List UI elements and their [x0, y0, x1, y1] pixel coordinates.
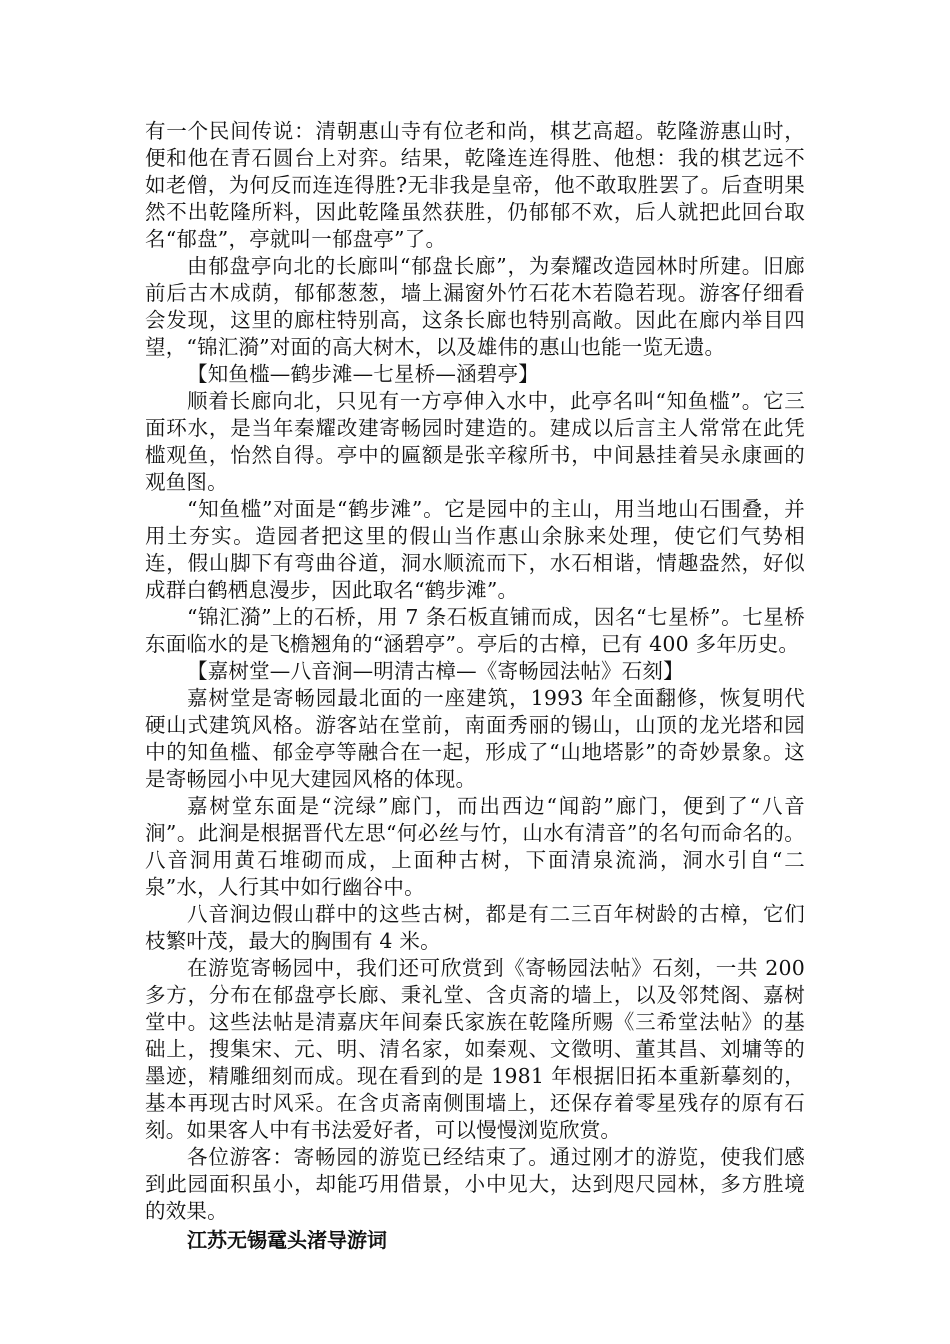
paragraph-zhiyukan: 顺着长廊向北，只见有一方亭伸入水中，此亭名叫“知鱼槛”。它三面环水，是当年秦耀改建寄畅园时建造的。建成以后言主人常常在此凭槛观鱼，怡然自得。亭中的匾额是张辛稼所书，中间悬挂着吴永康画的观鱼图。	[145, 389, 805, 494]
paragraph-qixingqiao: “锦汇漪”上的石桥，用 7 条石板直铺而成，因名“七星桥”。七星桥东面临水的是飞檐翘角的“涵碧亭”。亭后的古樟，已有 400 多年历史。	[145, 605, 805, 656]
paragraph-hebutan: “知鱼槛”对面是“鹤步滩”。它是园中的主山，用当地山石围叠，并用土夯实。造园者把这里的假山当作惠山余脉来处理，使它们气势相连，假山脚下有弯曲谷道，洞水顺流而下，水石相谐，情趣盎然，好似成群白鹤栖息漫步，因此取名“鹤步滩”。	[145, 497, 805, 602]
paragraph-jiashutang: 嘉树堂是寄畅园最北面的一座建筑，1993 年全面翻修，恢复明代硬山式建筑风格。游客站在堂前，南面秀丽的锡山，山顶的龙光塔和园中的知鱼槛、郁金亭等融合在一起，形成了“山地塔影”的奇妙景象。这是寄畅园小中见大建园风格的体现。	[145, 686, 805, 791]
section-heading-zhiyukan: 【知鱼槛—鹤步滩—七星桥—涵碧亭】	[187, 362, 539, 386]
document-page	[145, 118, 805, 1254]
paragraph-bayinjian: 嘉树堂东面是“浣绿”廊门，而出西边“闻韵”廊门，便到了“八音涧”。此涧是根据晋代左思“何必丝与竹，山水有清音”的名句而命名的。八音洞用黄石堆砌而成，上面种古树，下面清泉流淌，洞水引自“二泉”水，人行其中如行幽谷中。	[145, 794, 805, 899]
paragraph-conclusion: 各位游客：寄畅园的游览已经结束了。通过刚才的游览，使我们感到此园面积虽小，却能巧用借景，小中见大，达到咫尺园林，多方胜境的效果。	[145, 1145, 805, 1223]
paragraph-stone-inscriptions: 在游览寄畅园中，我们还可欣赏到《寄畅园法帖》石刻，一共 200 多方，分布在郁盘亭长廊、秉礼堂、含贞斋的墙上，以及邻梵阁、嘉树堂中。这些法帖是清嘉庆年间秦氏家族在乾隆所赐《三希堂法帖》的基础上，搜集宋、元、明、清名家，如秦观、文徵明、董其昌、刘墉等的墨迹，精雕细刻而成。现在看到的是 1981 年根据旧拓本重新摹刻的，基本再现古时风采。在含贞斋南侧围墙上，还保存着零星残存的原有石刻。如果客人中有书法爱好者，可以慢慢浏览欣赏。	[145, 956, 805, 1142]
paragraph-ancient-camphor: 八音涧边假山群中的这些古树，都是有二三百年树龄的古樟，它们枝繁叶茂，最大的胸围有 4 米。	[145, 902, 805, 953]
next-section-title: 江苏无锡鼋头渚导游词	[187, 1228, 387, 1252]
paragraph-folk-legend: 有一个民间传说：清朝惠山寺有位老和尚，棋艺高超。乾隆游惠山时，便和他在青石圆台上对弈。结果，乾隆连连得胜、他想：我的棋艺远不如老僧，为何反而连连得胜?无非我是皇帝，他不敢取胜罢了。后查明果然不出乾隆所料，因此乾隆虽然获胜，仍郁郁不欢，后人就把此回台取名“郁盘”，亭就叫一郁盘亭”了。	[145, 119, 805, 251]
paragraph-yupan-corridor: 由郁盘亭向北的长廊叫“郁盘长廊”，为秦耀改造园林时所建。旧廊前后古木成荫，郁郁葱葱，墙上漏窗外竹石花木若隐若现。游客仔细看会发现，这里的廊柱特别高，这条长廊也特别高敞。因此在廊内举目四望，“锦汇漪”对面的高大树木，以及雄伟的惠山也能一览无遗。	[145, 254, 805, 359]
section-heading-jiashutang: 【嘉树堂—八音涧—明清古樟—《寄畅园法帖》石刻】	[187, 659, 684, 683]
